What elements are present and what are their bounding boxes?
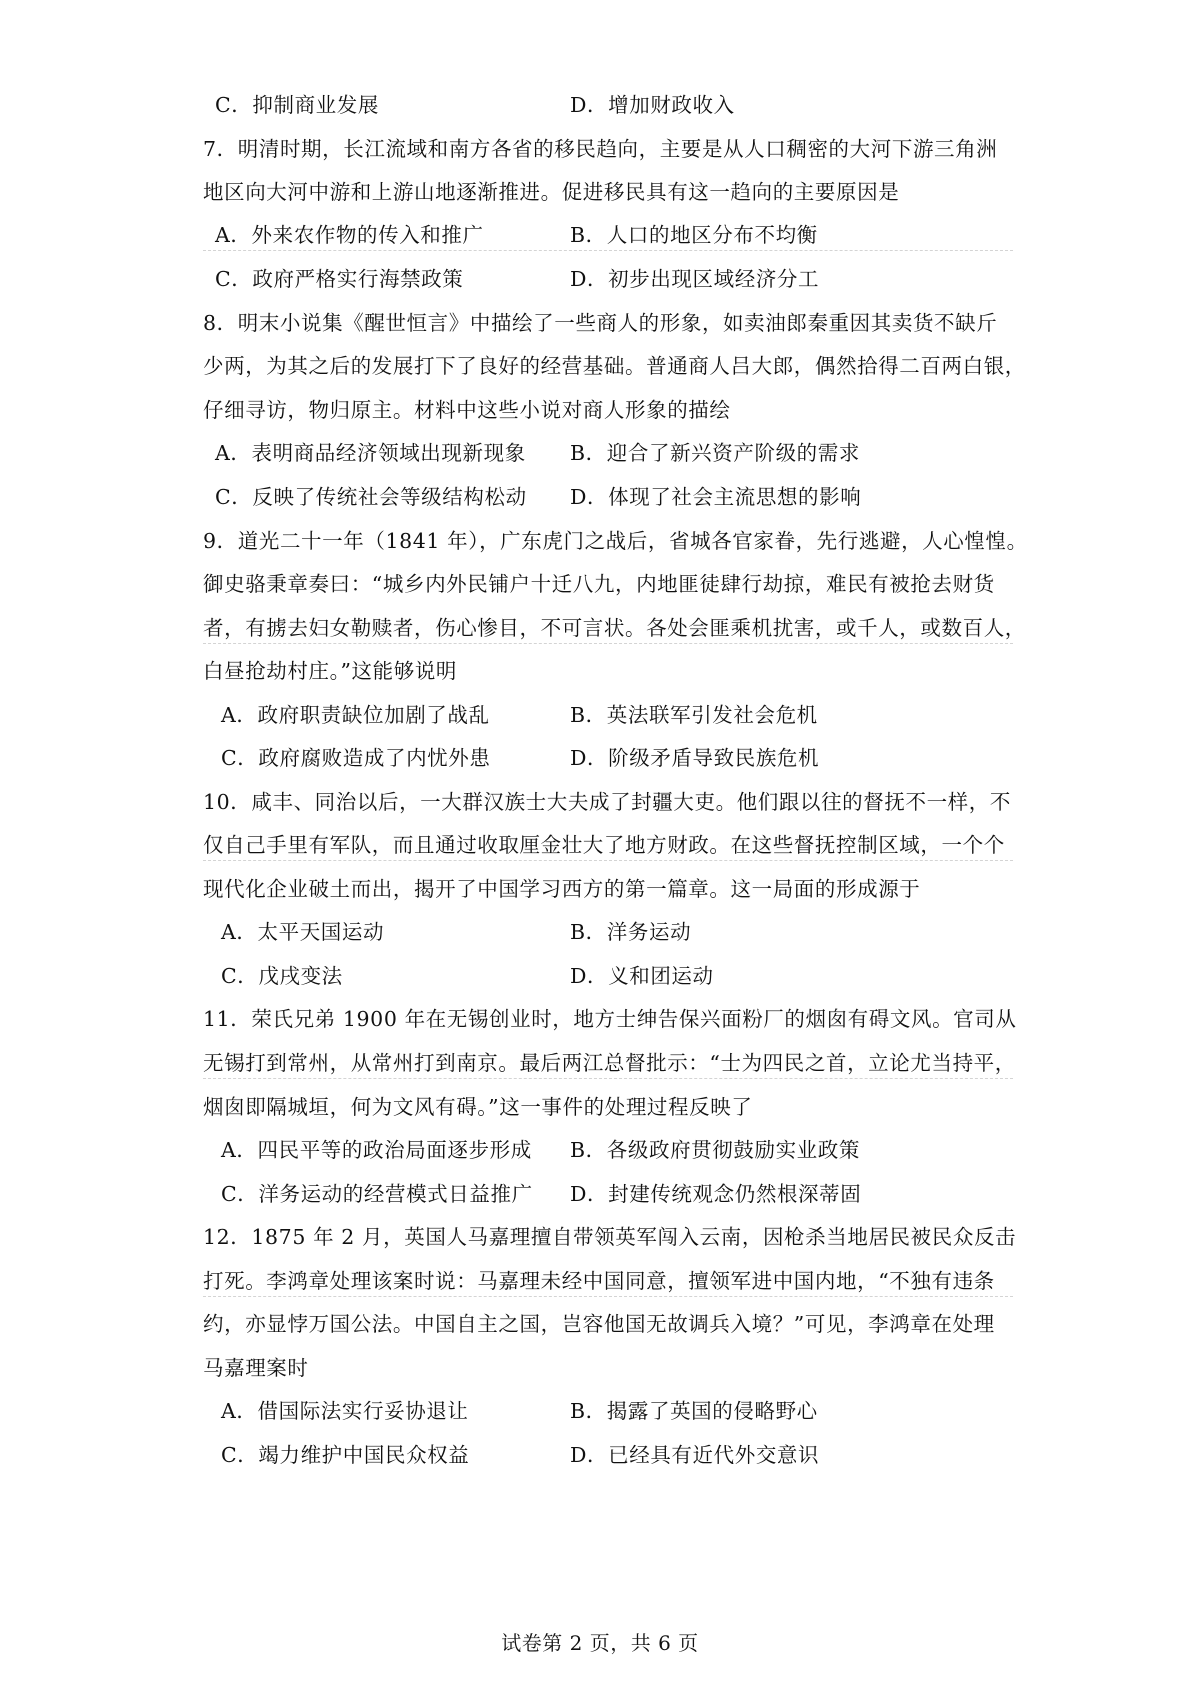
- q11-stem-line-2: 无锡打到常州，从常州打到南京。最后两江总督批示：“士为四民之首，立论尤当持平，: [203, 1048, 1013, 1079]
- q10-option-d[interactable]: D．义和团运动: [570, 964, 714, 988]
- q9-stem-line-1: 9．道光二十一年（1841 年），广东虎门之战后，省城各官家眷，先行逃避，人心惶惶。: [203, 529, 1028, 553]
- q9-option-c[interactable]: C．政府腐败造成了内忧外患: [221, 746, 491, 770]
- q6-option-d[interactable]: D．增加财政收入: [570, 93, 735, 117]
- q10-option-c[interactable]: C．戊戌变法: [221, 964, 343, 988]
- q7-options-row-2: [203, 264, 1013, 294]
- q10-stem-line-2: 仅自己手里有军队，而且通过收取厘金壮大了地方财政。在这些督抚控制区域，一个个: [203, 830, 1013, 861]
- q11-stem-line-3: 烟囱即隔城垣，何为文风有碍。”这一事件的处理过程反映了: [203, 1095, 753, 1119]
- q11-options-row-2: [203, 1179, 1013, 1209]
- q7-option-b[interactable]: B．人口的地区分布不均衡: [570, 223, 818, 247]
- q12-stem-line-2: 打死。李鸿章处理该案时说：马嘉理未经中国同意，擅领军进中国内地，“不独有违条: [203, 1266, 1013, 1297]
- q9-option-a[interactable]: A．政府职责缺位加剧了战乱: [221, 703, 490, 727]
- q8-option-a[interactable]: A．表明商品经济领域出现新现象: [215, 441, 526, 465]
- q11-option-c[interactable]: C．洋务运动的经营模式日益推广: [221, 1182, 533, 1206]
- q10-stem-line-1: 10．咸丰、同治以后，一大群汉族士大夫成了封疆大吏。他们跟以往的督抚不一样，不: [203, 790, 1011, 814]
- q11-option-d[interactable]: D．封建传统观念仍然根深蒂固: [570, 1182, 862, 1206]
- q7-option-c[interactable]: C．政府严格实行海禁政策: [215, 267, 464, 291]
- q7-options-row-1: [203, 220, 1013, 251]
- q12-option-d[interactable]: D．已经具有近代外交意识: [570, 1443, 820, 1467]
- q12-option-b[interactable]: B．揭露了英国的侵略野心: [570, 1399, 818, 1423]
- q9-option-b[interactable]: B．英法联军引发社会危机: [570, 703, 818, 727]
- q10-option-a[interactable]: A．太平天国运动: [221, 920, 385, 944]
- q8-stem-line-3: 仔细寻访，物归原主。材料中这些小说对商人形象的描绘: [203, 398, 731, 422]
- q11-option-b[interactable]: B．各级政府贯彻鼓励实业政策: [570, 1138, 860, 1162]
- q8-option-b[interactable]: B．迎合了新兴资产阶级的需求: [570, 441, 860, 465]
- q8-stem-line-2: 少两，为其之后的发展打下了良好的经营基础。普通商人吕大郎，偶然拾得二百两白银，: [203, 354, 1026, 378]
- q9-stem-line-2: 御史骆秉章奏曰：“城乡内外民铺户十迁八九，内地匪徒肆行劫掠，难民有被抢去财货: [203, 572, 995, 596]
- q12-option-a[interactable]: A．借国际法实行妥协退让: [221, 1399, 469, 1423]
- q6-options-row-2: [203, 90, 1013, 120]
- q7-stem-line-1: 7．明清时期，长江流域和南方各省的移民趋向，主要是从人口稠密的大河下游三角洲: [203, 137, 998, 161]
- q12-stem-line-3: 约，亦显悖万国公法。中国自主之国，岂容他国无故调兵入境？”可见，李鸿章在处理: [203, 1312, 995, 1336]
- q10-stem-line-3: 现代化企业破土而出，揭开了中国学习西方的第一篇章。这一局面的形成源于: [203, 877, 921, 901]
- q8-options-row-1: [203, 438, 1013, 468]
- q8-option-d[interactable]: D．体现了社会主流思想的影响: [570, 485, 862, 509]
- q12-option-c[interactable]: C．竭力维护中国民众权益: [221, 1443, 470, 1467]
- q7-stem-line-2: 地区向大河中游和上游山地逐渐推进。促进移民具有这一趋向的主要原因是: [203, 180, 900, 204]
- q10-option-b[interactable]: B．洋务运动: [570, 920, 692, 944]
- q8-options-row-2: [203, 482, 1013, 512]
- q9-stem-line-4: 白昼抢劫村庄。”这能够说明: [203, 659, 458, 683]
- q11-options-row-1: [203, 1135, 1013, 1165]
- q6-option-c[interactable]: C．抑制商业发展: [215, 93, 379, 117]
- q8-option-c[interactable]: C．反映了传统社会等级结构松动: [215, 485, 527, 509]
- q10-options-row-2: [203, 961, 1013, 991]
- q9-options-row-2: [203, 743, 1013, 773]
- q9-options-row-1: [203, 700, 1013, 730]
- q10-options-row-1: [203, 917, 1013, 947]
- q11-stem-line-1: 11．荣氏兄弟 1900 年在无锡创业时，地方士绅告保兴面粉厂的烟囱有碍文风。官司从: [203, 1007, 1017, 1031]
- q12-stem-line-1: 12．1875 年 2 月，英国人马嘉理擅自带领英军闯入云南，因枪杀当地居民被民众反击: [203, 1225, 1017, 1249]
- q7-option-d[interactable]: D．初步出现区域经济分工: [570, 267, 820, 291]
- page-footer: 试卷第 2 页，共 6 页: [501, 1631, 699, 1655]
- q8-stem-line-1: 8．明末小说集《醒世恒言》中描绘了一些商人的形象，如卖油郎秦重因其卖货不缺斤: [203, 311, 998, 335]
- q9-stem-line-3: 者，有掳去妇女勒赎者，伤心惨目，不可言状。各处会匪乘机扰害，或千人，或数百人，: [203, 613, 1013, 644]
- q7-option-a[interactable]: A．外来农作物的传入和推广: [215, 223, 484, 247]
- q9-option-d[interactable]: D．阶级矛盾导致民族危机: [570, 746, 820, 770]
- q12-options-row-2: [203, 1440, 1013, 1470]
- q12-options-row-1: [203, 1396, 1013, 1426]
- q11-option-a[interactable]: A．四民平等的政治局面逐步形成: [221, 1138, 532, 1162]
- q12-stem-line-4: 马嘉理案时: [203, 1356, 309, 1380]
